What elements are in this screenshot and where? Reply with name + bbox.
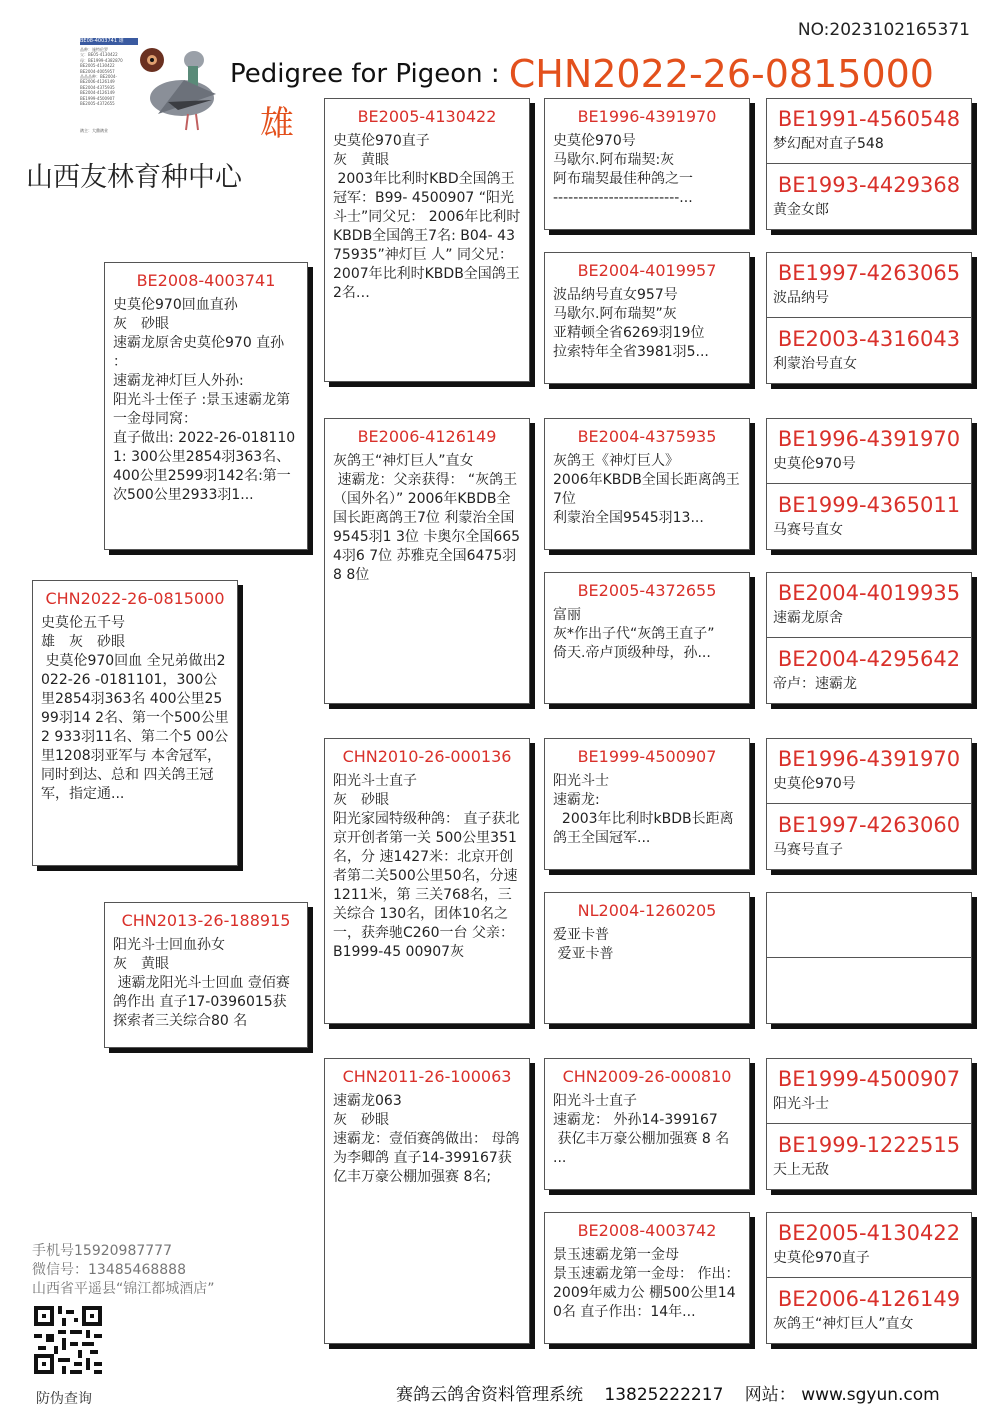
ancestor-entry bbox=[767, 99, 971, 165]
description: 波品纳号直女957号 马歇尔.阿布瑞契”灰 亚精顿全省6269羽19位 拉索特年全省3981羽5... bbox=[553, 287, 709, 360]
organization-name: 山西友林育种中心 bbox=[26, 162, 242, 193]
ancestor-pair-card bbox=[766, 892, 972, 1024]
ancestor-name: 黄金女郎 bbox=[773, 202, 829, 218]
header-label: Pedigree for Pigeon : bbox=[230, 59, 500, 89]
thumb-line: BE2005-4372655 bbox=[80, 101, 115, 107]
divider bbox=[767, 957, 971, 958]
divider bbox=[767, 1123, 971, 1124]
ring-number: BE1996-4391970 bbox=[777, 747, 961, 771]
ancestor-name: 阳光斗士 bbox=[773, 1096, 829, 1112]
ring-number: BE1999-4500907 bbox=[777, 1067, 961, 1091]
ancestor-name: 梦幻配对直子548 bbox=[773, 136, 884, 152]
great-grandparent-card bbox=[544, 418, 750, 550]
description: 阳光斗士直子 速霸龙： 外孙14-399167 获亿丰万豪公棚加强赛 8 名 ... bbox=[553, 1093, 730, 1166]
ancestor-entry bbox=[767, 1059, 971, 1125]
contact-phone: 手机号15920987777 bbox=[32, 1243, 172, 1259]
pigeon-image bbox=[138, 38, 220, 134]
ancestor-name: 帝卢：速霸龙 bbox=[773, 676, 857, 692]
ring-number: BE1999-4500907 bbox=[577, 747, 717, 766]
ring-number: BE1999-1222515 bbox=[777, 1133, 961, 1157]
ring-number: NL2004-1260205 bbox=[577, 901, 717, 920]
thumb-line: 母：BE1999-4382870 bbox=[80, 57, 123, 63]
description: 富丽 灰*作出子代“灰鸽王直子” 倚天.帝卢顶级种母，孙... bbox=[553, 607, 715, 661]
ancestor-name: 史莫伦970号 bbox=[773, 456, 856, 472]
header-sex: 雄 bbox=[260, 104, 294, 144]
grandparent-card bbox=[324, 738, 530, 1024]
contact-address: 山西省平遥县“锦江都城酒店” bbox=[32, 1281, 215, 1297]
description: 阳光斗士 速霸龙: 2003年比利时kBDB长距离鸽王全国冠军... bbox=[553, 773, 734, 846]
ring-number: BE2006-4126149 bbox=[357, 427, 497, 446]
ancestor-pair-card bbox=[766, 252, 972, 384]
sire-card bbox=[104, 262, 308, 550]
grandparent-card bbox=[324, 98, 530, 382]
ancestor-entry bbox=[767, 165, 971, 231]
description: 史莫伦970直子 灰 黄眼 2003年比利时KBD全国鸽王冠军：B99- 4500907 “阳光斗士”同父兄： 2006年比利时KBDB全国鸽王7名: B04- 4375935”神灯巨 人” 同父兄： 2007年比利时KBDB全国鸽王2名… bbox=[333, 133, 521, 301]
description: 灰鸽王《神灯巨人》 2006年KBDB全国长距离鸽王7位 利蒙治全国9545羽13... bbox=[553, 453, 740, 526]
header-ring: CHN2022-26-0815000 bbox=[508, 52, 934, 96]
great-grandparent-card bbox=[544, 98, 750, 230]
thumb-line: 品品品种：BE2004- bbox=[80, 74, 117, 80]
ancestor-pair-card bbox=[766, 1212, 972, 1344]
subject-description: 史莫伦五千号 雄 灰 砂眼 史莫伦970回血 全兄弟做出2022-26 -0181101，300公里2854羽363名 400公里2599羽14 2名、第一个500公里2 933羽11名、第二个5 00公里1208羽亚军与 本舍冠军，同时到达、总和 四关鸽王冠军，指定通... bbox=[41, 615, 229, 802]
ring-number: BE1991-4560548 bbox=[777, 107, 961, 131]
ancestor-pair-card bbox=[766, 572, 972, 704]
ring-number: CHN2009-26-000810 bbox=[562, 1067, 732, 1086]
description: 阳光斗士直子 灰 砂眼 阳光家园特级种鸽： 直子获北京开创者第一关 500公里351名，分 速1427米：北京开创 者第二关500公里50名，分速1211米，第 三关768名，三关综合 130名，团体10名之 一，获奔驰C260一台 父亲： B1999-45 00907灰 bbox=[333, 773, 520, 960]
thumb-line: BE2005-4130422 bbox=[80, 63, 115, 69]
thumb-line: BE2004-4126149 bbox=[80, 90, 115, 96]
footer-site-label: 网站： bbox=[744, 1385, 796, 1405]
great-grandparent-card bbox=[544, 1058, 750, 1190]
footer bbox=[396, 1380, 940, 1405]
divider bbox=[767, 317, 971, 318]
ancestor-name: 马赛号直子 bbox=[773, 842, 843, 858]
ancestor-name: 天上无敌 bbox=[773, 1162, 829, 1178]
ancestor-name: 史莫伦970号 bbox=[773, 776, 856, 792]
ancestor-entry bbox=[767, 1279, 971, 1345]
ring-number: BE1996-4391970 bbox=[777, 427, 961, 451]
ancestor-entry bbox=[767, 1125, 971, 1191]
ancestor-entry bbox=[767, 319, 971, 385]
ring-number: BE1997-4263060 bbox=[777, 813, 961, 837]
footer-phone: 13825222217 bbox=[604, 1385, 724, 1405]
ring-number: BE2006-4126149 bbox=[777, 1287, 961, 1311]
thumb-lines bbox=[80, 47, 138, 127]
ancestor-name: 速霸龙原舍 bbox=[773, 610, 843, 626]
ring-number: BE2005-4130422 bbox=[777, 1221, 961, 1245]
thumb-line: 父：BE05-4130422 bbox=[80, 52, 118, 58]
ring-number: BE2004-4019935 bbox=[777, 581, 961, 605]
pigeon-photo-card bbox=[80, 38, 220, 134]
ancestor-entry bbox=[767, 419, 971, 485]
ancestor-name: 灰鸽王“神灯巨人”直女 bbox=[773, 1316, 914, 1332]
ancestor-entry bbox=[767, 639, 971, 705]
ancestor-entry bbox=[767, 485, 971, 551]
thumb-line: BE2004-4005957 bbox=[80, 68, 115, 74]
thumb-line: 品种：施特伦罗 bbox=[80, 47, 108, 52]
ancestor-pair-card bbox=[766, 418, 972, 550]
great-grandparent-card bbox=[544, 892, 750, 1024]
ancestor-name: 史莫伦970直子 bbox=[773, 1250, 870, 1266]
grandparent-card bbox=[324, 1058, 530, 1344]
ancestor-entry bbox=[767, 573, 971, 639]
sire-description: 史莫伦970回血直孙 灰 砂眼 速霸龙原舍史莫伦970 直孙 ： 速霸龙神灯巨人外孙: 阳光斗士侄子 :景玉速霸龙第一金母同窝： 直子做出: 2022-26-0181101: 300公里2854羽363名、 400公里2599羽142名:第一次500公里2933羽1... bbox=[113, 297, 296, 503]
ring-number: BE2004-4295642 bbox=[777, 647, 961, 671]
document-number: NO:2023102165371 bbox=[797, 20, 970, 40]
great-grandparent-card bbox=[544, 252, 750, 384]
subject-ring: CHN2022-26-0815000 bbox=[45, 589, 225, 608]
thumb-footer: 鸽主：大鼎鸽业 bbox=[80, 128, 108, 133]
ancestor-entry bbox=[767, 959, 971, 1025]
ring-number: BE2003-4316043 bbox=[777, 327, 961, 351]
ring-number: BE2004-4375935 bbox=[577, 427, 717, 446]
ring-number: CHN2011-26-100063 bbox=[342, 1067, 512, 1086]
great-grandparent-card bbox=[544, 1212, 750, 1344]
sire-ring: BE2008-4003741 bbox=[136, 271, 276, 290]
great-grandparent-card bbox=[544, 738, 750, 870]
thumb-line: BE1999-4500907 bbox=[80, 95, 115, 101]
ancestor-name: 马赛号直女 bbox=[773, 522, 843, 538]
ring-number: CHN2010-26-000136 bbox=[342, 747, 512, 766]
qr-label: 防伪查询 bbox=[36, 1391, 92, 1407]
ancestor-pair-card bbox=[766, 738, 972, 870]
description: 景玉速霸龙第一金母 景玉速霸龙第一金母： 作出：2009年威力公 棚500公里140名 直子作出：14年... bbox=[553, 1247, 740, 1320]
ring-number: BE1996-4391970 bbox=[577, 107, 717, 126]
divider bbox=[767, 803, 971, 804]
subject-card bbox=[32, 580, 238, 866]
ancestor-entry bbox=[767, 893, 971, 959]
ring-number: BE1993-4429368 bbox=[777, 173, 961, 197]
ring-number: BE2005-4130422 bbox=[357, 107, 497, 126]
divider bbox=[767, 163, 971, 164]
ancestor-pair-card bbox=[766, 98, 972, 230]
ancestor-entry bbox=[767, 739, 971, 805]
ancestor-name: 利蒙治号直女 bbox=[773, 356, 857, 372]
thumb-line: BE2004-4375935 bbox=[80, 84, 115, 90]
ring-number: BE1997-4263065 bbox=[777, 261, 961, 285]
ring-number: BE2004-4019957 bbox=[577, 261, 717, 280]
dam-card bbox=[104, 902, 308, 1048]
great-grandparent-card bbox=[544, 572, 750, 704]
dam-description: 阳光斗士回血孙女 灰 黄眼 速霸龙阳光斗士回血 壹佰赛鸽作出 直子17-0396015获探索者三关综合80 名 bbox=[113, 937, 290, 1029]
contact-wechat: 微信号：13485468888 bbox=[32, 1262, 186, 1278]
description: 爱亚卡普 爱亚卡普 bbox=[553, 927, 614, 962]
ancestor-entry bbox=[767, 805, 971, 871]
description: 史莫伦970号 马歇尔.阿布瑞契:灰 阿布瑞契最佳种鸽之一 -------------------------... bbox=[553, 133, 693, 206]
footer-system: 赛鸽云鸽舍资料管理系统 bbox=[396, 1385, 583, 1405]
dam-ring: CHN2013-26-188915 bbox=[121, 911, 291, 930]
ancestor-name: 波品纳号 bbox=[773, 290, 829, 306]
footer-website-link[interactable]: www.sgyun.com bbox=[801, 1385, 940, 1405]
ancestor-entry bbox=[767, 253, 971, 319]
ancestor-pair-card bbox=[766, 1058, 972, 1190]
description: 灰鸽王“神灯巨人”直女 速霸龙：父亲获得： “灰鸽王 （国外名）” 2006年KBDB全国长距离鸽王7位 利蒙治全国9545羽1 3位 卡奥尔全国6654羽6 7位 苏雅克全国6475羽8 8位 bbox=[333, 453, 521, 583]
divider bbox=[767, 637, 971, 638]
divider bbox=[767, 483, 971, 484]
description: 速霸龙063 灰 砂眼 速霸龙：壹佰赛鸽做出： 母鸽为李卿鸽 直子14-399167获亿丰万豪公棚加强赛 8名; bbox=[333, 1093, 520, 1185]
thumb-ring-label: BE08-4003741 雄 bbox=[80, 38, 138, 45]
contact-info bbox=[32, 1242, 215, 1299]
thumb-line: BE2006-4126149 bbox=[80, 79, 115, 85]
divider bbox=[767, 1277, 971, 1278]
qr-code-icon[interactable] bbox=[34, 1306, 102, 1374]
ring-number: BE2005-4372655 bbox=[577, 581, 717, 600]
ancestor-entry bbox=[767, 1213, 971, 1279]
ring-number: BE1999-4365011 bbox=[777, 493, 961, 517]
ring-number: BE2008-4003742 bbox=[577, 1221, 717, 1240]
grandparent-card bbox=[324, 418, 530, 704]
